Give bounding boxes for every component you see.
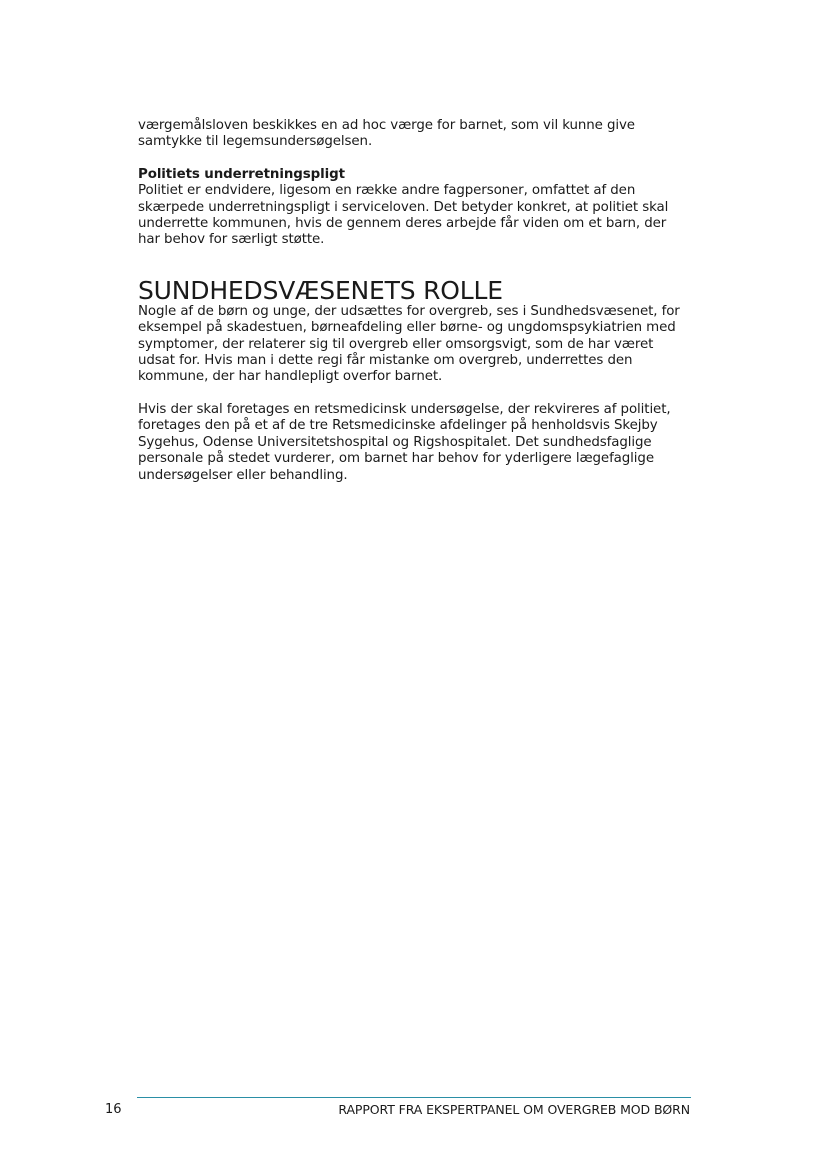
text-line: skærpede underretningspligt i serviceloven. Det betyder konkret, at politiet skal (138, 199, 669, 215)
page-content (138, 118, 698, 484)
section-paragraph-2 (138, 402, 698, 484)
text-line: Politiet er endvidere, ligesom en række andre fagpersoner, omfattet af den (138, 183, 636, 199)
text-line: personale på stedet vurderer, om barnet har behov for yderligere lægefaglige (138, 451, 654, 467)
text-line: kommune, der har handlepligt overfor barnet. (138, 369, 443, 385)
text-line: samtykke til legemsundersøgelsen. (138, 134, 373, 150)
text-line: har behov for særligt støtte. (138, 232, 325, 248)
text-line: undersøgelser eller behandling. (138, 467, 348, 483)
text-line: Sygehus, Odense Universitetshospital og Rigshospitalet. Det sundhedsfaglige (138, 434, 652, 450)
section-paragraph-1 (138, 304, 698, 386)
police-paragraph (138, 183, 698, 249)
text-line: udsat for. Hvis man i dette regi får mistanke om overgreb, underrettes den (138, 353, 633, 369)
text-line: foretages den på et af de tre Retsmedicinske afdelinger på henholdsvis Skejby (138, 418, 658, 434)
text-line: Nogle af de børn og unge, der udsættes for overgreb, ses i Sundhedsvæsenet, for (138, 303, 680, 319)
intro-paragraph (138, 118, 698, 151)
footer-divider (137, 1097, 691, 1098)
section-heading: SUNDHEDSVÆSENETS ROLLE (138, 275, 503, 305)
page-number: 16 (105, 1102, 122, 1117)
footer-report-title: RAPPORT FRA EKSPERTPANEL OM OVERGREB MOD BØRN (338, 1102, 690, 1117)
text-line: værgemålsloven beskikkes en ad hoc værge for barnet, som vil kunne give (138, 118, 635, 133)
text-line: underrette kommunen, hvis de gennem deres arbejde får viden om et barn, der (138, 216, 667, 232)
text-line: Hvis der skal foretages en retsmedicinsk undersøgelse, der rekvireres af politiet, (138, 401, 671, 417)
text-line: eksempel på skadestuen, børneafdeling eller børne- og ungdomspsykiatrien med (138, 320, 676, 336)
text-line: symptomer, der relaterer sig til overgreb eller omsorgsvigt, som de har været (138, 336, 654, 352)
subheading: Politiets underretningspligt (138, 166, 345, 182)
